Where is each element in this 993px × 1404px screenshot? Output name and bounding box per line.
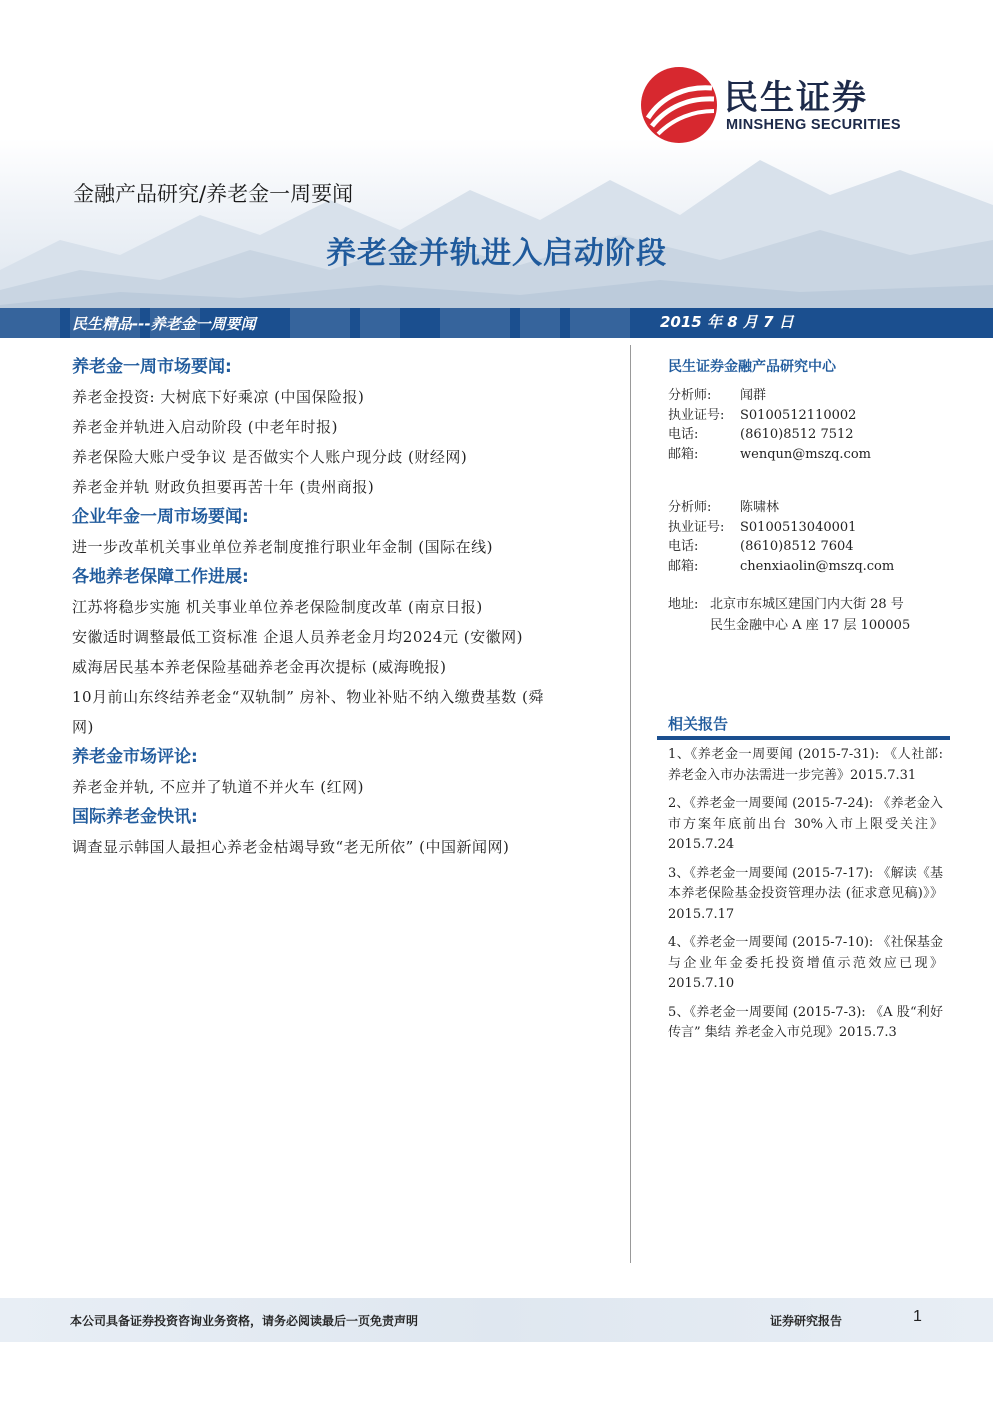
report-title: 养老金并轨进入启动阶段 (326, 236, 667, 271)
footer-disclaimer: 本公司具备证券投资咨询业务资格，请务必阅读最后一页免责声明 (70, 1314, 419, 1328)
section-heading: 企业年金一周市场要闻: (72, 507, 249, 527)
news-item: 江苏将稳步实施 机关事业单位养老保险制度改革 (南京日报) (72, 598, 483, 616)
analyst-name-row: 分析师: 陈啸林 (668, 500, 780, 515)
minsheng-logo-icon (640, 66, 718, 144)
address-line: 民生金融中心 A 座 17 层 100005 (710, 618, 911, 633)
related-report-item[interactable]: 4、《养老金一周要闻 (2015-7-10): 《社保基金与企业年金委托投资增值示范效应已现》2015.7.10 (668, 935, 943, 991)
header-background (0, 0, 993, 308)
related-report-item[interactable]: 2、《养老金一周要闻 (2015-7-24): 《养老金入市方案年底前出台 30%入市上限受关注》2015.7.24 (668, 796, 943, 852)
analyst-cert-row: 执业证号: S0100513040001 (668, 519, 857, 535)
section-heading: 养老金一周市场要闻: (72, 357, 232, 377)
news-column (72, 352, 617, 862)
office-address (668, 594, 948, 636)
news-item: 养老金并轨进入启动阶段 (中老年时报) (72, 418, 338, 436)
related-reports-heading: 相关报告 (668, 715, 729, 733)
related-report-item[interactable]: 5、《养老金一周要闻 (2015-7-3): 《A 股“利好传言” 集结 养老金入市兑现》2015.7.3 (668, 1004, 943, 1040)
news-item: 进一步改革机关事业单位养老制度推行职业年金制 (国际在线) (72, 538, 493, 556)
title-band (0, 308, 993, 338)
news-item: 调查显示韩国人最担心养老金枯竭导致“老无所依” (中国新闻网) (72, 838, 510, 856)
analyst-tel-row: 电话: (8610)8512 7604 (668, 539, 854, 554)
address-label: 地址: (668, 597, 699, 612)
news-item: 养老保险大账户受争议 是否做实个人账户现分歧 (财经网) (72, 448, 468, 466)
section-heading: 养老金市场评论: (72, 747, 198, 767)
address-line: 北京市东城区建国门内大街 28 号 (710, 597, 904, 612)
section-heading: 各地养老保障工作进展: (72, 567, 249, 587)
footer-doc-type: 证券研究报告 (770, 1314, 843, 1328)
band-label: 民生精品---养老金一周要闻 (72, 315, 256, 333)
related-report-item[interactable]: 3、《养老金一周要闻 (2015-7-17): 《解读《基本养老保险基金投资管理办法 (征求意见稿)》》2015.7.17 (668, 865, 943, 922)
news-item: 10月前山东终结养老金“双轨制” 房补、物业补贴不纳入缴费基数 (舜 (72, 688, 544, 706)
brand-logo (640, 66, 930, 146)
analyst-cert-row: 执业证号: S0100512110002 (668, 407, 857, 423)
brand-name-en: MINSHENG SECURITIES (726, 117, 901, 133)
related-report-item[interactable]: 1、《养老金一周要闻 (2015-7-31): 《人社部: 养老金入市办法需进一步完善》2015.7.31 (668, 747, 943, 783)
page-footer (0, 1298, 993, 1342)
news-item: 养老金投资: 大树底下好乘凉 (中国保险报) (72, 388, 365, 406)
news-item: 威海居民基本养老保险基础养老金再次提标 (威海晚报) (72, 658, 447, 676)
brand-name-cn: 民生证券 (724, 78, 868, 118)
research-center-name: 民生证券金融产品研究中心 (668, 359, 836, 375)
report-date: 2015 年 8 月 7 日 (660, 313, 794, 331)
analyst-sidebar (668, 352, 948, 636)
related-reports-list (668, 745, 943, 1052)
news-item: 安徽适时调整最低工资标准 企退人员养老金月均2024元 (安徽网) (72, 628, 523, 646)
analyst-email-row: 邮箱: wenqun@mszq.com (668, 446, 871, 462)
page-number: 1 (913, 1308, 922, 1325)
analyst-email-row: 邮箱: chenxiaolin@mszq.com (668, 558, 895, 574)
news-item-continued: 网) (72, 718, 94, 736)
analyst-name-row: 分析师: 闻群 (668, 388, 767, 403)
related-reports-rule (657, 736, 950, 740)
news-item: 养老金并轨, 不应并了轨道不并火车 (红网) (72, 778, 365, 796)
mountain-landscape-image (0, 120, 993, 308)
column-divider (630, 345, 631, 1263)
section-heading: 国际养老金快讯: (72, 807, 198, 827)
report-series: 金融产品研究/养老金一周要闻 (73, 182, 354, 206)
news-item: 养老金并轨 财政负担要再苦十年 (贵州商报) (72, 478, 375, 496)
analyst-tel-row: 电话: (8610)8512 7512 (668, 427, 854, 442)
